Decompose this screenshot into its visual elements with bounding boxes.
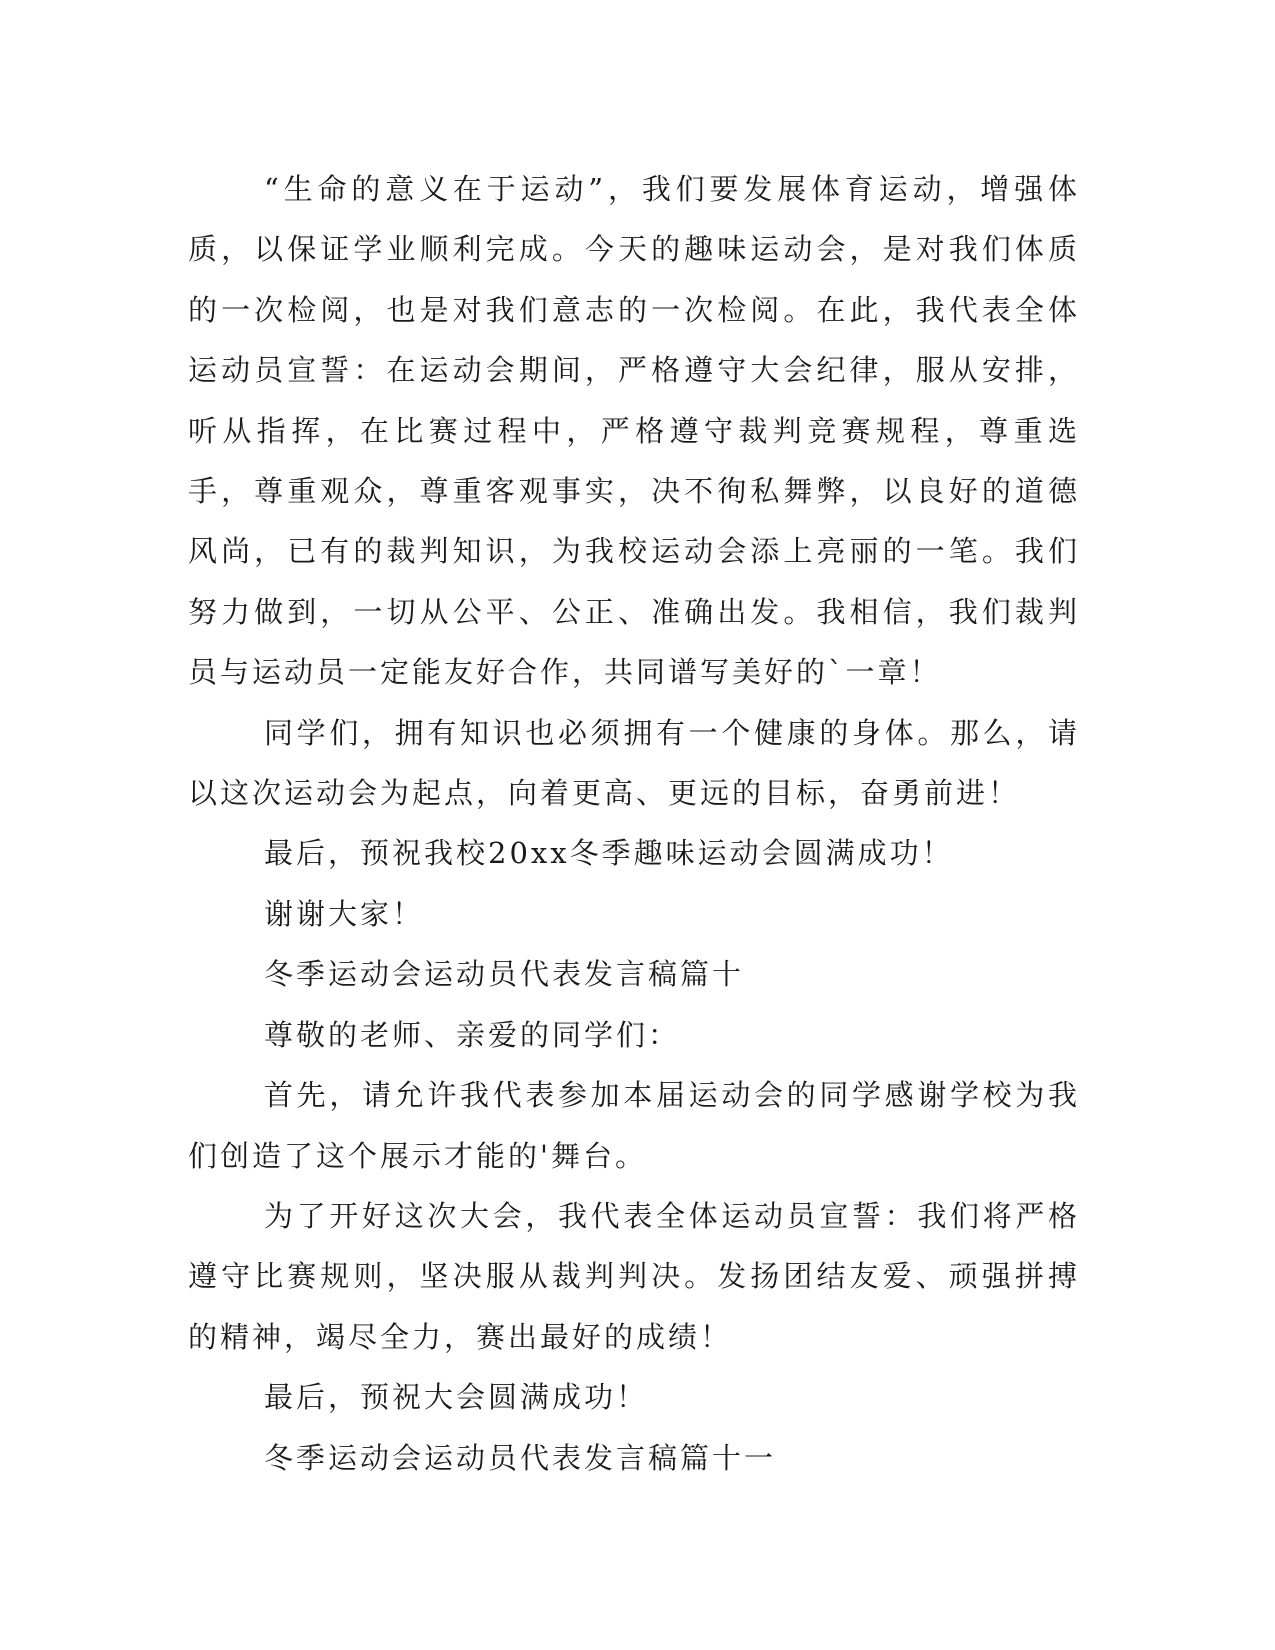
paragraph-oath-intro: “生命的意义在于运动”，我们要发展体育运动，增强体质，以保证学业顺利完成。今天的趣味运动会，是对我们体质的一次检阅，也是对我们意志的一次检阅。在此，我代表全体运动员宣誓：在运动会期间，严格遵守大会纪律，服从安排，听从指挥，在比赛过程中，严格遵守裁判竞赛规程，尊重选手，尊重观众，尊重客观事实，决不徇私舞弊，以良好的道德风尚，已有的裁判知识，为我校运动会添上亮丽的一笔。我们努力做到，一切从公平、公正、准确出发。我相信，我们裁判员与运动员一定能友好合作，共同谱写美好的`一章！ bbox=[188, 172, 1080, 690]
paragraph-oath: 为了开好这次大会，我代表全体运动员宣誓：我们将严格遵守比赛规则，坚决服从裁判判决。发扬团结友爱、顽强拼搏的精神，竭尽全力，赛出最好的成绩！ bbox=[188, 1198, 1080, 1354]
paragraph-gratitude: 首先，请允许我代表参加本届运动会的同学感谢学校为我们创造了这个展示才能的'舞台。 bbox=[188, 1078, 1080, 1173]
document-body bbox=[188, 159, 1080, 1488]
paragraph-closing-wish: 最后，预祝我校20xx冬季趣味运动会圆满成功！ bbox=[264, 836, 954, 871]
paragraph-encouragement: 同学们，拥有知识也必须拥有一个健康的身体。那么，请以这次运动会为起点，向着更高、更远的目标，奋勇前进！ bbox=[188, 715, 1080, 811]
paragraph-final-wish: 最后，预祝大会圆满成功！ bbox=[264, 1380, 649, 1415]
paragraph-thanks: 谢谢大家！ bbox=[264, 896, 425, 931]
section-heading-ten: 冬季运动会运动员代表发言稿篇十 bbox=[264, 957, 745, 992]
salutation: 尊敬的老师、亲爱的同学们： bbox=[264, 1017, 681, 1052]
section-heading-eleven: 冬季运动会运动员代表发言稿篇十一 bbox=[264, 1440, 777, 1475]
